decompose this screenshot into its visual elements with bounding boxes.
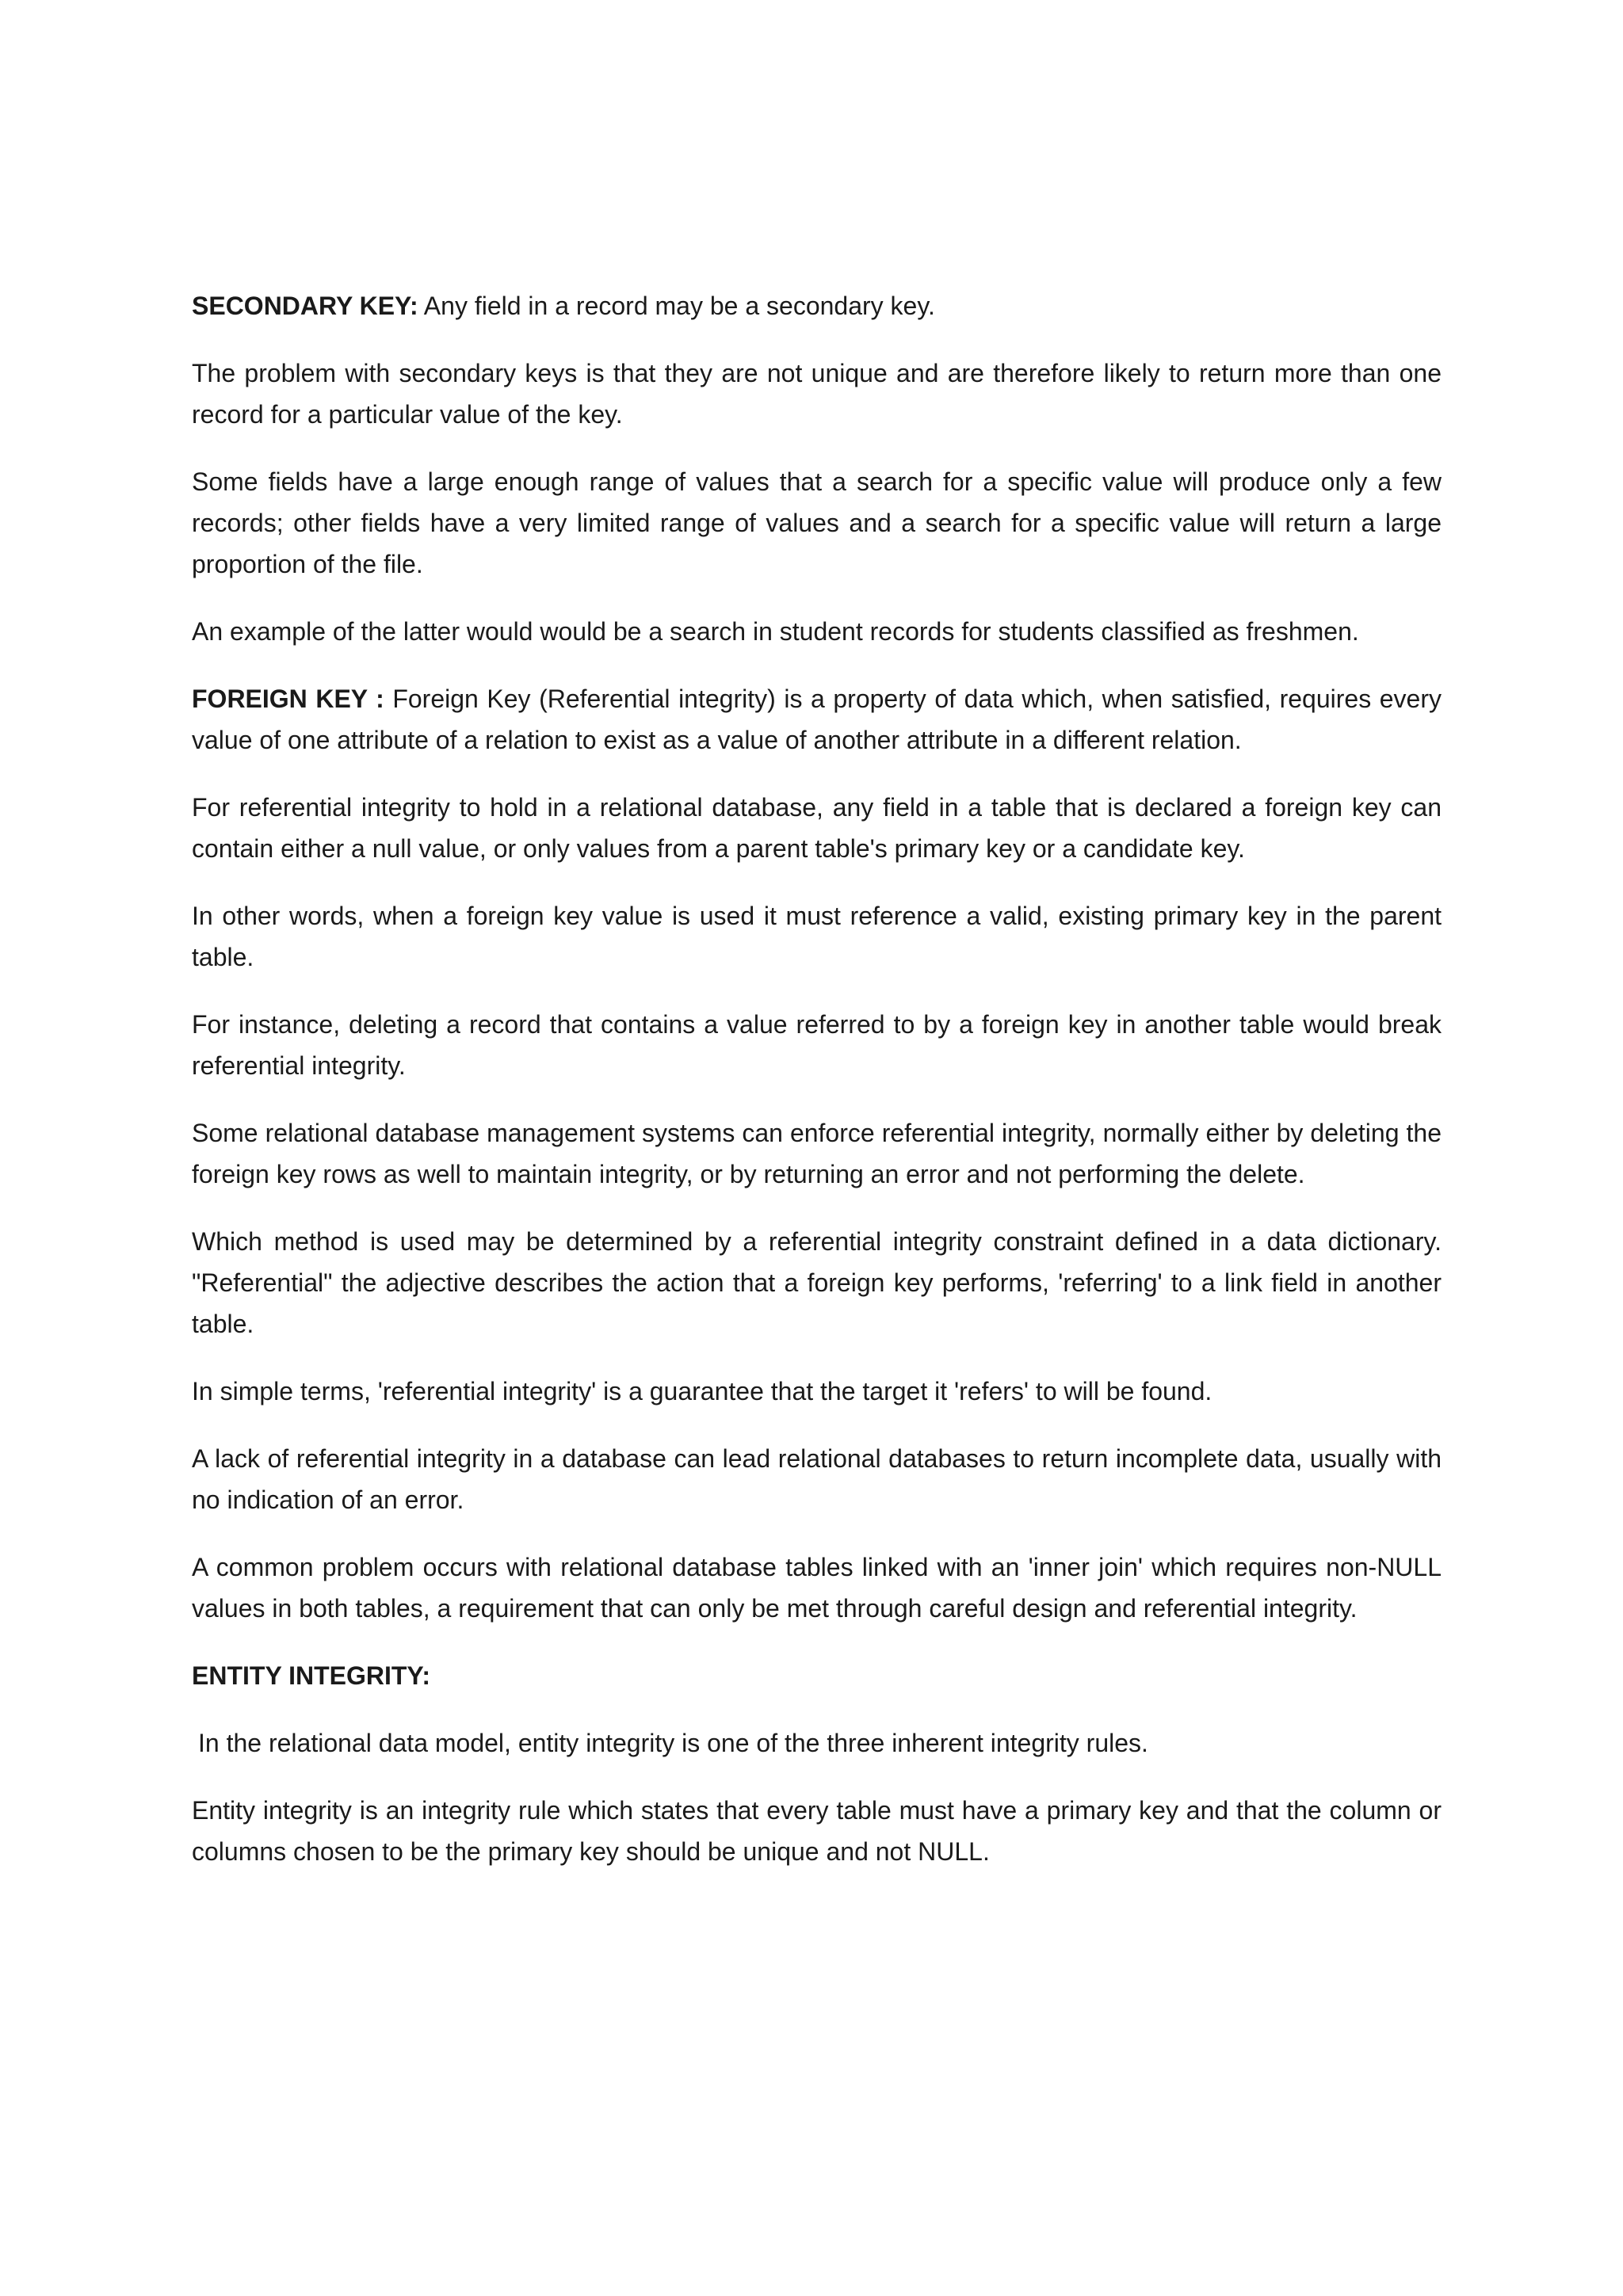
secondary-key-definition: Any field in a record may be a secondary key. [418, 292, 935, 320]
entity-integrity-heading: ENTITY INTEGRITY: [192, 1661, 431, 1690]
foreign-key-definition: Foreign Key (Referential integrity) is a property of data which, when satisfied, requires every value of one attribute of a relation to exist as a value of another attribute in a different relation. [192, 685, 1442, 754]
paragraph-8: For instance, deleting a record that contains a value referred to by a foreign key in another table would break referential integrity. [192, 1010, 1442, 1080]
secondary-key-term: SECONDARY KEY: [192, 292, 418, 320]
paragraph-secondary-key [192, 285, 1442, 326]
paragraph-13: A common problem occurs with relational database tables linked with an 'inner join' which requires non-NULL values in both tables, a requirement that can only be met through careful design and referential integrity. [192, 1553, 1442, 1623]
paragraph-3: Some fields have a large enough range of values that a search for a specific value will produce only a few records; other fields have a very limited range of values and a search for a specific value will return a large proportion of the file. [192, 467, 1442, 578]
paragraph-2: The problem with secondary keys is that they are not unique and are therefore likely to return more than one record for a particular value of the key. [192, 359, 1442, 429]
paragraph-12: A lack of referential integrity in a database can lead relational databases to return incomplete data, usually with no indication of an error. [192, 1444, 1442, 1514]
entity-paragraph-1: In the relational data model, entity integrity is one of the three inherent integrity rules. [198, 1729, 1148, 1757]
paragraph-10: Which method is used may be determined by a referential integrity constraint defined in a data dictionary. "Referential" the adjective describes the action that a foreign key performs, 'referring' to a link field in another table. [192, 1227, 1442, 1338]
document-page [192, 285, 1442, 1898]
paragraph-6: For referential integrity to hold in a relational database, any field in a table that is declared a foreign key can contain either a null value, or only values from a parent table's primary key or a candidate key. [192, 793, 1442, 863]
paragraph-9: Some relational database management systems can enforce referential integrity, normally either by deleting the foreign key rows as well to maintain integrity, or by returning an error and not performing the delete. [192, 1119, 1442, 1188]
foreign-key-term: FOREIGN KEY : [192, 685, 384, 713]
paragraph-foreign-key [192, 678, 1442, 761]
entity-paragraph-2: Entity integrity is an integrity rule which states that every table must have a primary key and that the column or columns chosen to be the primary key should be unique and not NULL. [192, 1796, 1442, 1866]
paragraph-4: An example of the latter would would be a search in student records for students classified as freshmen. [192, 617, 1359, 646]
paragraph-11: In simple terms, 'referential integrity' is a guarantee that the target it 'refers' to will be found. [192, 1377, 1212, 1405]
paragraph-7: In other words, when a foreign key value is used it must reference a valid, existing primary key in the parent table. [192, 902, 1442, 971]
